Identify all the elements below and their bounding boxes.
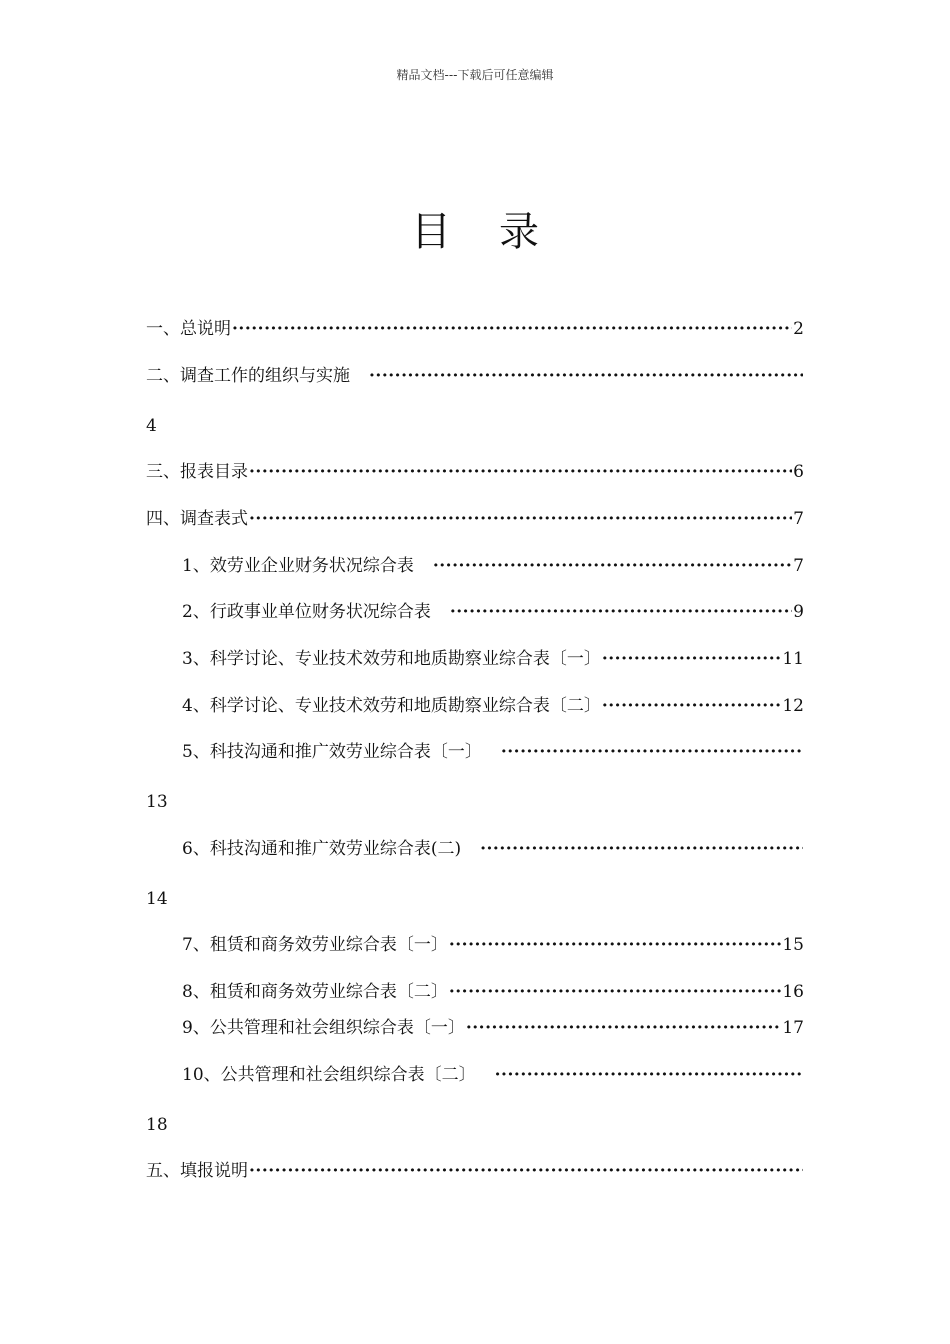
title-char-1: 目 (411, 209, 451, 255)
toc-entry-label: 9、公共管理和社会组织综合表〔一〕 (182, 1018, 465, 1038)
toc-entry-page: 14 (146, 889, 168, 909)
header-note: 精品文档---下载后可任意编辑 (396, 68, 554, 82)
toc-entry-form-8[interactable] (182, 979, 804, 1005)
toc-entry-label: 8、租赁和商务效劳业综合表〔二〕 (182, 982, 448, 1002)
toc-entry-form-7[interactable] (182, 932, 804, 958)
toc-entry-label: 四、调查表式 (146, 509, 248, 529)
toc-entry-page: 17 (782, 1018, 804, 1038)
title-char-2: 录 (499, 209, 539, 255)
toc-entry-page: 9 (793, 602, 804, 622)
toc-entry-label: 2、行政事业单位财务状况综合表 (182, 602, 431, 622)
toc-leader (232, 316, 792, 342)
toc-leader (501, 739, 803, 765)
toc-entry-label: 3、科学讨论、专业技术效劳和地质勘察业综合表〔一〕 (182, 649, 601, 669)
toc-leader (495, 1062, 803, 1088)
toc-entry-label: 7、租赁和商务效劳业综合表〔一〕 (182, 935, 448, 955)
toc-entry-label: 5、科技沟通和推广效劳业综合表〔一〕 (182, 742, 482, 762)
toc-entry-form-1[interactable] (182, 553, 804, 579)
toc-entry-page: 7 (793, 556, 804, 576)
toc-entry-general[interactable] (146, 316, 804, 342)
toc-leader (249, 506, 792, 532)
toc-entry-label: 二、调查工作的组织与实施 (146, 366, 350, 386)
toc-leader (602, 693, 782, 719)
toc-entry-form-3[interactable] (182, 646, 804, 672)
toc-entry-label: 一、总说明 (146, 319, 231, 339)
toc-entry-report-list[interactable] (146, 459, 804, 485)
toc-entry-form-10[interactable] (182, 1062, 804, 1088)
toc-entry-page: 11 (782, 649, 804, 669)
toc-leader (249, 1158, 803, 1184)
toc-entry-label: 4、科学讨论、专业技术效劳和地质勘察业综合表〔二〕 (182, 696, 601, 716)
toc-leader (450, 599, 792, 625)
toc-leader (249, 459, 792, 485)
toc-entry-form-6[interactable] (182, 836, 804, 862)
toc-entry-label: 三、报表目录 (146, 462, 248, 482)
toc-entry-page: 12 (782, 696, 804, 716)
toc-entry-organization[interactable] (146, 363, 804, 389)
toc-entry-label: 6、科技沟通和推广效劳业综合表(二) (182, 839, 462, 859)
toc-entry-form-4[interactable] (182, 693, 804, 719)
toc-leader (449, 979, 782, 1005)
toc-entry-page: 15 (782, 935, 804, 955)
toc-leader (602, 646, 782, 672)
toc-entry-page: 2 (793, 319, 804, 339)
toc-leader (449, 932, 782, 958)
toc-leader (480, 836, 803, 862)
toc-entry-form-5[interactable] (182, 739, 804, 765)
toc-leader (433, 553, 792, 579)
toc-entry-page: 7 (793, 509, 804, 529)
toc-entry-instructions[interactable] (146, 1158, 804, 1184)
toc-entry-page: 18 (146, 1115, 168, 1135)
toc-entry-page: 13 (146, 792, 168, 812)
toc-entry-page: 6 (793, 462, 804, 482)
toc-entry-form-9[interactable] (182, 1015, 804, 1041)
toc-entry-label: 1、效劳业企业财务状况综合表 (182, 556, 414, 576)
toc-entry-label: 五、填报说明 (146, 1161, 248, 1181)
toc-leader (369, 363, 803, 389)
page-title (0, 200, 950, 257)
toc-entry-form-2[interactable] (182, 599, 804, 625)
toc-entry-page: 16 (782, 982, 804, 1002)
toc-leader (466, 1015, 782, 1041)
toc-entry-label: 10、公共管理和社会组织综合表〔二〕 (182, 1065, 476, 1085)
toc-entry-page: 4 (146, 416, 157, 436)
toc-entry-survey-forms[interactable] (146, 506, 804, 532)
